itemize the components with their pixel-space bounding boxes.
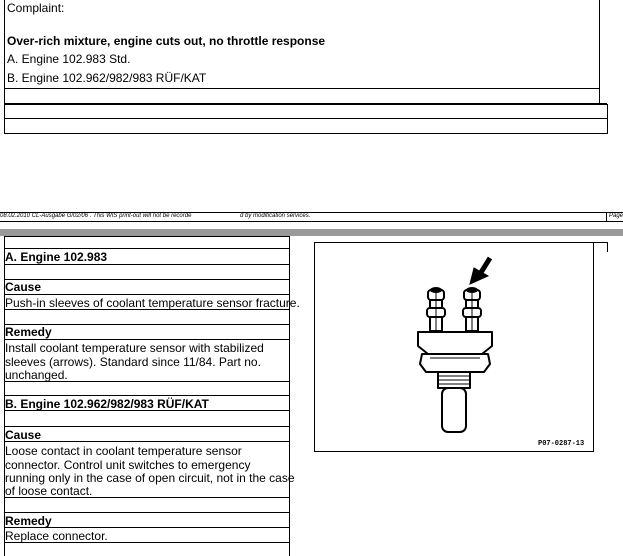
footer-print-note: 08.02.2010 CL-Ausgabe G/02/06 . This WIS print-out will not be recorde <box>0 213 192 219</box>
complaint-item-a: A. Engine 102.983 Std. <box>7 52 131 66</box>
complaint-item-b: B. Engine 102.962/982/983 RÜF/KAT <box>7 71 207 85</box>
section-a-cause-text: Push-in sleeves of coolant temperature sensor fracture. <box>5 296 300 310</box>
complaint-label: Complaint: <box>7 1 65 15</box>
complaint-title: Over-rich mixture, engine cuts out, no throttle response <box>7 34 326 48</box>
section-b-cause-line: Loose contact in coolant temperature sensor <box>5 444 242 458</box>
section-a-remedy-line: unchanged. <box>5 368 68 382</box>
indicator-arrow <box>470 258 490 284</box>
coolant-temperature-sensor-illustration <box>400 250 520 440</box>
section-b-cause-line: running only in the case of open circuit, not in the case <box>5 471 295 485</box>
section-a-cause-label: Cause <box>5 280 42 294</box>
figure-caption: P07-0287-13 <box>538 440 585 448</box>
gray-divider-bar <box>0 229 623 236</box>
section-b-cause-line: of loose contact. <box>5 484 93 498</box>
section-a-remedy-line: Install coolant temperature sensor with stabilized <box>5 341 264 355</box>
section-a-heading: A. Engine 102.983 <box>5 250 108 264</box>
section-a-remedy-label: Remedy <box>5 325 52 339</box>
footer-page-label: Page <box>609 213 623 219</box>
section-a-remedy-line: sleeves (arrows). Standard since 11/84. Part no. <box>5 355 261 369</box>
section-b-cause-label: Cause <box>5 428 42 442</box>
section-b-cause-line: connector. Control unit switches to emergency <box>5 458 251 472</box>
section-b-heading: B. Engine 102.962/982/983 RÜF/KAT <box>5 397 209 411</box>
section-b-remedy-label: Remedy <box>5 514 52 528</box>
section-b-remedy-text: Replace connector. <box>5 529 108 543</box>
footer-print-note-continued: d by modification services. <box>240 213 311 219</box>
